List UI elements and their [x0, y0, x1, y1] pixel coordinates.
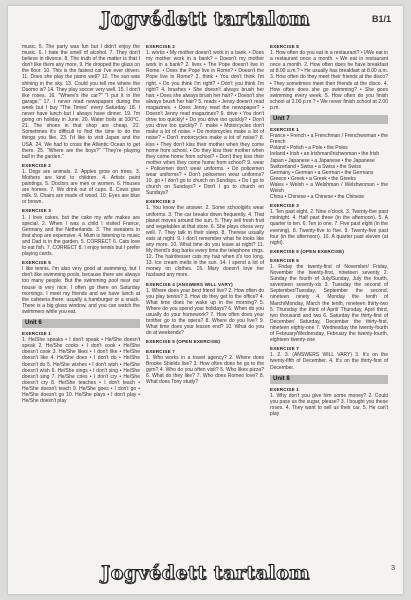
exercise-heading: EXERCISE 3 [22, 208, 52, 214]
answer-text: Switzerland • Swiss • a Swiss • the Swiss [270, 163, 362, 170]
answer-text: Poland • Polish • a Pole • the Poles [270, 145, 348, 152]
exercise-heading: EXERCISE 5 (OPEN EXERCISE) [270, 248, 345, 254]
answer-text: 1. Where does your best friend live? 2. How often do you play tennis? 3. How do they get to the office? 4. What time does he wake up in the morning? 5. Where do you spend your holidays? 6. When do you usually do your homework? 7. How often does your brother go to the opera? 8. Where do you live? 9. What time does your lesson end? 10. What do you do at weekends? [146, 287, 264, 337]
exercise-heading: EXERCISE 2 [146, 44, 176, 49]
exercise-heading: EXERCISE 1 [270, 386, 300, 392]
column-2 [146, 44, 264, 385]
answer-text: 1. Who works in a travel agency? 2. Where does Brooke Shields live? 3. How often does he go to the gym? 4. Who do you often visit? 5. Who likes pizza? 6. What do they like? 7. Who does Romeo love? 8. What does Tony study? [146, 354, 264, 385]
answer-text: 1. works • My mother doesn't work in a bank. • Does my mother work in a bank? • Doesn't my mother work in a bank? 2. lives • The Pope doesn't live in Rome. • Does the Pope live in Rome? • Doesn't the Pope live in Rome? 3. think • You don't think I'm right. • Do you think I'm right? • Don't you think I'm right? 4. brushes • She doesn't always brush her hair. • Does she always brush her hair? • Doesn't she always brush her hair? 5. reads • Jenny doesn't read magazines. • Does Jenny read the newspaper? • Doesn't Jenny read magazines? 6. drive • You don't drive too quickly! • Do you drive too quickly? • Don't you drive too quickly? 7. make • Motorcycles don't make a lot of noise. • Do motorcycles make a lot of noise? • Don't motorcycles make a lot of noise? 8. kiss • They don't kiss their mother when they come home from school. • Do they kiss their mother when they come home from school? • Don't they kiss their mother when they come home from school? 9. wear • Policemen don't wear uniforms. • Do policemen wear uniforms? • Don't policemen wear uniforms? 10. go • I don't go to church on Sundays. • Do I go to church on Sundays? • Don't I go to church on Sundays? [146, 50, 264, 197]
answer-text: 1. Friday the twenty-first of November/ Friday, November the twenty-first, nineteen seventy 2. Sunday the fourth of July/Sunday, July the fourth, seventeen seventy-six 3. Tuesday the second of September/Tuesday, September the second, nineteen ninety 4. Monday the tenth of March/Monday, March the tenth, nineteen thirty-two 5. Thursday the third of April/ Thursday, April third, two thousand and two 6. Saturday the thirty-first of December/ Saturday, December the thirty-first, nineteen eighty-one 7. Wednesday the twenty-fourth of February/Wednesday, February the twenty-fourth, eighteen twenty-one [270, 264, 388, 344]
answer-key-page [8, 6, 403, 594]
answer-text: 1. You know the answer. 2. Some schoolgirls wear uniforms. 3. The car breaks down frequently. 4. That planet moves around the sun. 5. They sell fresh fruit and vegetables at that store. 6. She plays chess very well. 7. They talk in their sleep. 8. Therese usually eats at night. 9. I don't remember what he looks like any more. 10. What time do you leave at night? 11. My friend's dog barks every time the telephone rings. 12. The hairdresser cuts my hair when it's too long. 13. Ice cream melts in the sun. 14. I spend a lot of money on clothes. 15. Mary doesn't love her husband any more. [146, 205, 264, 279]
answer-text: Greece • Greek • a Greek • the Greeks [270, 175, 356, 182]
exercise-heading: EXERCISE 3 [270, 203, 300, 209]
answer-text: 1. 2. 3. (ANSWERS WILL VARY) 3. It's on the twenty-fifth of December. 4. It's on the thirty-first of December. [270, 352, 388, 371]
answer-text: Germany • German • a German • the Germans [270, 169, 374, 176]
exercise-heading: EXERCISE 2 [22, 162, 52, 168]
answer-text: music. 5. The party was fun but I didn't enjoy the music. 6. I hate the smell of alcohol. 7. They don't believe in divorce. 8. The truth of the matter is that I don't like them any more. 9. He dropped the glass on the floor. 10. This is the fastest car I've ever driven. 11. Does she play the piano well? 12. The sun was shining in the sky. 13. Could you tell me where the Duomo is? 14. They play soccer very well. 15. I don't like roses. 16. "Where's the car?" "I put it in the garage." 17. I never read newspapers during the week but I buy "The Times" every Saturday. 18. I never have lunch but I always have dinner. 19. I'm going on holiday in June. 20. Water boils at 100°C. 21. The shoes in that shop are cheap. 22. Sometimes it's difficult to find the time to do the things you like. 23. I'd like to visit Japan and the USA. 24. We had to cross the Atlantic Ocean to get there. 25. "Where are the boys?" "They're playing ball in the garden." [22, 44, 140, 160]
exercise-heading: EXERCISE 1 [270, 127, 300, 133]
answer-text: Japan • Japanese • a Japanese • the Japanese [270, 157, 375, 164]
exercise-heading: EXERCISE 3 [146, 199, 176, 205]
exercise-heading: EXERCISE 5 (OPEN EXERCISE) [146, 339, 221, 345]
answer-text: France • French • a Frenchman / Frenchwoman • the French [270, 133, 388, 146]
exercise-heading: EXERCISE 4 (ANSWERS WILL VARY) [146, 281, 233, 287]
unit-heading: Unit 7 [270, 115, 388, 124]
exercise-heading: EXERCISE 7 [146, 348, 176, 354]
exercise-heading: EXERCISE 8 [270, 44, 300, 49]
answer-text: 1. I love cakes, but the cake my wife makes are special. 2. When I was a child I visited France, Germany and the Netherlands. 3. The sweaters in that shop are expensive. 4. Mum is listening to music and Dad is in the garden. 5. CORRECT 6. Cats love to eat fish. 7. CORRECT 8. I enjoy tennis but I prefer playing cards. [22, 214, 140, 258]
watermark-bottom: Jogvédett tartalom [101, 562, 310, 584]
answer-text: 1. How often do you eat in a restaurant? • I/We eat in a restaurant once a month. • We eat in restaurant once a month. 2. How often does he have breakfast at 8.00 a.m.? • He usually has breakfast at 8.00 a.m. 3. How often do they meet their friends at the disco? • They sometimes meet their friends at the disco. 4. How often does she go swimming? • She goes swimming every week. 5. How often do you finish school at 2.00 p.m.? • We never finish school at 2.00 p.m. [270, 50, 388, 111]
answer-text: China • Chinese • a Chinese • the Chinese [270, 194, 365, 201]
answer-text: Wales • Welsh • a Welshman / Welshwoman • the Welsh [270, 181, 388, 194]
exercise-heading: EXERCISE 1 [22, 331, 52, 337]
unit-heading: Unit 6 [22, 319, 140, 328]
page-number: 3 [391, 565, 395, 572]
unit-heading: Unit 8 [270, 375, 388, 384]
answer-text: 1. Dogs are animals. 2. Apples grow on trees. 3. Mothers are kind to children. 4. Artists paint paintings. 5. Doctors are men or women. 6. Houses are homes. 7. We drink out of cups. 8. Cows give milk. 9. Chairs are made of wood. 10. Eyes are blue or brown. [22, 168, 140, 206]
answer-text: I like tennis. I'm also very good at swimming, but I don't like swimming pools, because there are always too many people. But the swimming pool near our house is very nice. I often go there on Saturday mornings. I meet my friends and we have lunch at the cafeteria there: usually a hamburger or a snack. There is a big glass window, and you can watch the swimmers while you eat. [22, 266, 140, 315]
watermark-top: Jogvédett tartalom [101, 8, 310, 30]
answer-text: 1. Ten past eight. 2. Nine o'clock. 3. Twenty-five past midnight. 4. Half past three (in the afternoon). 5. A quarter to ten. 6. Ten to one. 7. Five past eight (in the evening). 8. Twenty-five to five. 9. Twenty-five past four (in the afternoon). 10. A quarter past eleven (at night). [270, 209, 388, 246]
answer-text: Ireland • Irish • an Irishman/Irishwoman • the Irish [270, 151, 380, 158]
answer-text: 1. Why don't you give him some money? 2. Could you pass us the sugar, please? 3. I bought you these roses. 4. They want to sell us their car. 5. He can't play [270, 392, 388, 417]
exercise-heading: EXERCISE 6 [270, 257, 300, 263]
column-3 [270, 44, 388, 417]
exercise-heading: EXERCISE 7 [270, 346, 300, 352]
answer-text: 1. He/She speaks • I don't speak • He/She doesn't speak 2. He/She cooks • I don't cook • He/She doesn't cook 3. He/She likes • I don't like • He/She doesn't like 4. He/She does • I don't do • He/She doesn't do 5. He/She wishes • I don't wish • He/She doesn't wish 6. He/She sings • I don't sing • He/She doesn't sing 7. He/She cries • I don't cry • He/She doesn't cry 8. He/She teaches • I don't teach • He/She doesn't teach 9. He/She goes • I don't go • He/She doesn't go 10. He/She plays • I don't play • He/She doesn't play [22, 337, 140, 405]
column-1 [22, 44, 140, 404]
exercise-heading: EXERCISE 5 [22, 260, 52, 266]
unit-code: B1/1 [371, 14, 391, 24]
